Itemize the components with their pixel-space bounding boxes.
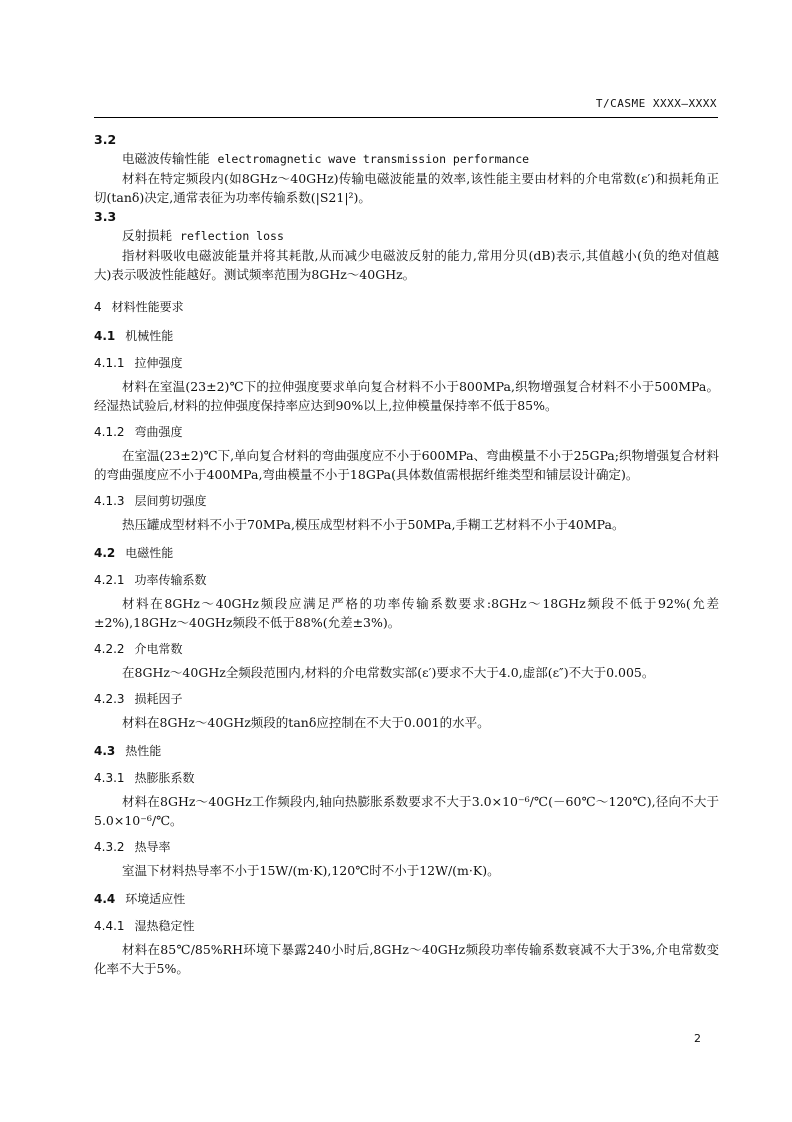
header-rule: [94, 117, 718, 118]
heading-title: 弯曲强度: [134, 425, 183, 439]
term-3-2: [94, 149, 719, 169]
paragraph-4-2-1: 材料在8GHz～40GHz频段应满足严格的功率传输系数要求:8GHz～18GHz频段不低于92%(允差±2%),18GHz～40GHz频段不低于88%(允差±3%)。: [94, 596, 719, 630]
heading-4-2-3: [94, 690, 719, 709]
heading-number: 4.2.1: [94, 573, 125, 587]
heading-number: 4.4.1: [94, 919, 125, 933]
heading-title: 损耗因子: [134, 692, 183, 706]
heading-4-1: [94, 327, 719, 346]
term-cn: 电磁波传输性能: [122, 151, 210, 166]
heading-4-2-2: [94, 640, 719, 659]
heading-number: 4.1: [94, 329, 116, 343]
heading-4-4-1: [94, 917, 719, 936]
heading-title: 功率传输系数: [134, 573, 207, 587]
heading-number: 4.1.1: [94, 356, 125, 370]
page-number: 2: [694, 1032, 701, 1045]
heading-4-1-2: [94, 423, 719, 442]
paragraph-4-4-1: 材料在85℃/85%RH环境下暴露240小时后,8GHz～40GHz频段功率传输系数衰减不大于3%,介电常数变化率不大于5%。: [94, 942, 719, 976]
heading-title: 层间剪切强度: [134, 494, 207, 508]
heading-number: 4.2.3: [94, 692, 125, 706]
definition-3-3: 指材料吸收电磁波能量并将其耗散,从而减少电磁波反射的能力,常用分贝(dB)表示,其值越小(负的绝对值越大)表示吸波性能越好。测试频率范围为8GHz～40GHz。: [94, 248, 719, 282]
term-en: reflection loss: [180, 229, 284, 243]
heading-title: 电磁性能: [125, 546, 174, 560]
heading-title: 拉伸强度: [134, 356, 183, 370]
term-3-3: [94, 226, 719, 246]
heading-title: 机械性能: [125, 329, 174, 343]
heading-4-1-1: [94, 354, 719, 373]
document-body: [94, 130, 719, 978]
term-en: electromagnetic wave transmission performance: [217, 152, 530, 166]
paragraph-4-2-2: 在8GHz～40GHz全频段范围内,材料的介电常数实部(ε′)要求不大于4.0,虚部(ε″)不大于0.005。: [122, 665, 655, 680]
heading-number: 4.1.3: [94, 494, 125, 508]
heading-title: 材料性能要求: [111, 300, 184, 314]
heading-number: 4.3.2: [94, 840, 125, 854]
heading-title: 介电常数: [134, 642, 183, 656]
paragraph-4-3-2: 室温下材料热导率不小于15W/(m·K),120℃时不小于12W/(m·K)。: [122, 863, 500, 878]
term-cn: 反射损耗: [122, 228, 173, 243]
paragraph-4-1-3: 热压罐成型材料不小于70MPa,模压成型材料不小于50MPa,手糊工艺材料不小于40MPa。: [122, 517, 625, 532]
heading-title: 热导率: [134, 840, 171, 854]
heading-4-3-2: [94, 838, 719, 857]
heading-number: 4.2.2: [94, 642, 125, 656]
heading-title: 环境适应性: [125, 892, 186, 906]
heading-number: 4.4: [94, 892, 116, 906]
section-number-3-3: 3.3: [94, 209, 117, 224]
paragraph-4-1-2: 在室温(23±2)℃下,单向复合材料的弯曲强度应不小于600MPa、弯曲模量不小于25GPa;织物增强复合材料的弯曲强度应不小于400MPa,弯曲模量不小于18GPa(具体数值需根据纤维类型和铺层设计确定)。: [94, 448, 719, 482]
document-code-header: T/CASME XXXX—XXXX: [595, 97, 717, 110]
paragraph-4-2-3: 材料在8GHz～40GHz频段的tanδ应控制在不大于0.001的水平。: [122, 715, 490, 730]
heading-title: 热膨胀系数: [134, 771, 195, 785]
heading-4-1-3: [94, 492, 719, 511]
heading-number: 4.3: [94, 744, 116, 758]
heading-4-2: [94, 544, 719, 563]
heading-4-3: [94, 742, 719, 761]
heading-4-3-1: [94, 769, 719, 788]
heading-title: 湿热稳定性: [134, 919, 195, 933]
heading-number: 4: [94, 300, 102, 314]
heading-4-2-1: [94, 571, 719, 590]
paragraph-4-1-1: 材料在室温(23±2)℃下的拉伸强度要求单向复合材料不小于800MPa,织物增强复合材料不小于500MPa。经湿热试验后,材料的拉伸强度保持率应达到90%以上,拉伸模量保持率不低于85%。: [94, 379, 719, 413]
definition-3-2: 材料在特定频段内(如8GHz～40GHz)传输电磁波能量的效率,该性能主要由材料的介电常数(ε′)和损耗角正切(tanδ)决定,通常表征为功率传输系数(|S21|²)。: [94, 171, 719, 205]
section-number-3-2: 3.2: [94, 132, 117, 147]
heading-number: 4.3.1: [94, 771, 125, 785]
heading-4-4: [94, 890, 719, 909]
heading-4: [94, 298, 719, 317]
paragraph-4-3-1: 材料在8GHz～40GHz工作频段内,轴向热膨胀系数要求不大于3.0×10⁻⁶/℃(－60℃～120℃),径向不大于5.0×10⁻⁶/℃。: [94, 794, 719, 828]
heading-title: 热性能: [125, 744, 162, 758]
heading-number: 4.2: [94, 546, 116, 560]
heading-number: 4.1.2: [94, 425, 125, 439]
